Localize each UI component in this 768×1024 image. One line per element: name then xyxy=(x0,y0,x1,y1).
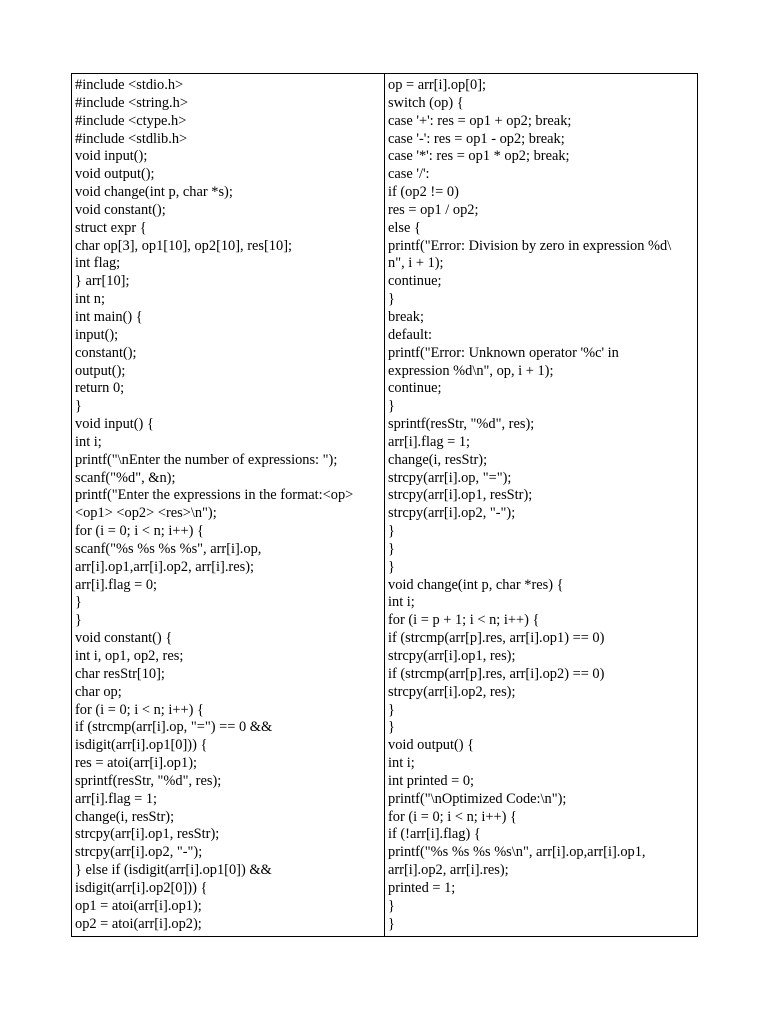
code-line: change(i, resStr); xyxy=(75,808,175,825)
code-line: strcpy(arr[i].op2, "-"); xyxy=(388,505,516,522)
code-line: } xyxy=(75,594,82,611)
code-line: void output(); xyxy=(75,166,155,183)
code-line: for (i = 0; i < n; i++) { xyxy=(75,701,204,718)
code-line: sprintf(resStr, "%d", res); xyxy=(75,772,222,789)
code-line: strcpy(arr[i].op2, "-"); xyxy=(75,844,203,861)
code-line: char op[3], op1[10], op2[10], res[10]; xyxy=(75,237,292,254)
code-line: for (i = p + 1; i < n; i++) { xyxy=(388,612,540,629)
code-line: } xyxy=(75,612,82,629)
code-line: strcpy(arr[i].op1, res); xyxy=(388,648,516,664)
code-line: sprintf(resStr, "%d", res); xyxy=(388,416,535,433)
code-line: op2 = atoi(arr[i].op2); xyxy=(75,915,202,932)
code-line: change(i, resStr); xyxy=(388,451,488,468)
code-line: void input(); xyxy=(75,148,148,165)
code-line: else { xyxy=(388,219,421,236)
code-line: int flag; xyxy=(75,255,121,272)
code-line: int n; xyxy=(75,291,105,308)
code-line: return 0; xyxy=(75,380,125,397)
code-line: } else if (isdigit(arr[i].op1[0]) && xyxy=(75,862,272,879)
code-line: case '+': res = op1 + op2; break; xyxy=(388,112,572,129)
code-line: printf("Error: Division by zero in expression %d\ xyxy=(388,237,672,254)
code-line: scanf("%s %s %s %s", arr[i].op, xyxy=(75,540,262,557)
code-line: } arr[10]; xyxy=(75,273,130,290)
code-line: printf("%s %s %s %s\n", arr[i].op,arr[i].op1, xyxy=(388,844,646,861)
code-line: int i; xyxy=(75,433,102,450)
code-line: case '-': res = op1 - op2; break; xyxy=(388,130,565,147)
code-line: switch (op) { xyxy=(388,94,464,111)
code-line: if (op2 != 0) xyxy=(388,184,459,201)
code-line: void change(int p, char *res) { xyxy=(388,576,564,593)
code-column-right xyxy=(385,74,697,936)
code-line: scanf("%d", &n); xyxy=(75,469,176,486)
code-line: output(); xyxy=(75,362,126,379)
code-line: #include <stdio.h> xyxy=(75,77,184,93)
code-line: case '/': xyxy=(388,166,430,183)
code-line: <op1> <op2> <res>\n"); xyxy=(75,505,217,522)
code-table xyxy=(71,73,698,937)
code-line: op = arr[i].op[0]; xyxy=(388,77,487,93)
code-line: void change(int p, char *s); xyxy=(75,184,233,201)
code-line: strcpy(arr[i].op1, resStr); xyxy=(388,487,533,504)
code-line: } xyxy=(388,558,395,575)
code-line: struct expr { xyxy=(75,219,147,236)
code-line: arr[i].op2, arr[i].res); xyxy=(388,862,509,879)
code-line: continue; xyxy=(388,380,442,397)
code-line: int i, op1, op2, res; xyxy=(75,648,184,664)
code-line: #include <ctype.h> xyxy=(75,112,187,129)
code-line: strcpy(arr[i].op2, res); xyxy=(388,683,516,700)
code-line: } xyxy=(388,719,395,736)
code-line: op1 = atoi(arr[i].op1); xyxy=(75,897,202,914)
code-line: printed = 1; xyxy=(388,879,456,896)
code-line: for (i = 0; i < n; i++) { xyxy=(388,808,517,825)
code-line: case '*': res = op1 * op2; break; xyxy=(388,148,570,165)
code-line: #include <string.h> xyxy=(75,94,188,111)
code-line: if (strcmp(arr[p].res, arr[i].op2) == 0) xyxy=(388,665,605,682)
code-line: printf("Enter the expressions in the format:<op> xyxy=(75,487,354,504)
code-line: char resStr[10]; xyxy=(75,665,165,682)
code-line: input(); xyxy=(75,326,119,343)
code-line: } xyxy=(75,398,82,415)
code-line: void input() { xyxy=(75,416,154,433)
code-line: char op; xyxy=(75,683,122,700)
code-line: #include <stdlib.h> xyxy=(75,130,188,147)
code-line: arr[i].flag = 0; xyxy=(75,576,158,593)
code-line: } xyxy=(388,915,395,932)
code-line: } xyxy=(388,291,395,308)
code-line: arr[i].flag = 1; xyxy=(388,433,471,450)
code-line: res = op1 / op2; xyxy=(388,201,479,218)
code-line: arr[i].op1,arr[i].op2, arr[i].res); xyxy=(75,558,254,575)
code-line: default: xyxy=(388,326,432,343)
code-line: if (strcmp(arr[p].res, arr[i].op1) == 0) xyxy=(388,630,605,647)
code-line: printf("\nOptimized Code:\n"); xyxy=(388,790,567,807)
code-line: printf("\nEnter the number of expressions: "); xyxy=(75,451,338,468)
code-line: } xyxy=(388,540,395,557)
code-line: printf("Error: Unknown operator '%c' in xyxy=(388,344,619,361)
code-line: if (!arr[i].flag) { xyxy=(388,826,481,843)
code-line: void output() { xyxy=(388,737,475,754)
code-line: expression %d\n", op, i + 1); xyxy=(388,362,554,379)
code-line: void constant(); xyxy=(75,201,166,218)
code-line: if (strcmp(arr[i].op, "=") == 0 && xyxy=(75,719,273,736)
code-line: } xyxy=(388,398,395,415)
code-line: int printed = 0; xyxy=(388,772,475,789)
code-line: isdigit(arr[i].op1[0])) { xyxy=(75,737,208,754)
code-line: for (i = 0; i < n; i++) { xyxy=(75,523,204,540)
code-line: isdigit(arr[i].op2[0])) { xyxy=(75,879,208,896)
code-line: } xyxy=(388,523,395,540)
code-line: void constant() { xyxy=(75,630,173,647)
code-line: arr[i].flag = 1; xyxy=(75,790,158,807)
code-line: int i; xyxy=(388,594,415,611)
code-line: int i; xyxy=(388,755,415,772)
code-line: res = atoi(arr[i].op1); xyxy=(75,755,197,772)
code-column-left xyxy=(72,74,385,936)
code-line: } xyxy=(388,897,395,914)
code-line: strcpy(arr[i].op, "="); xyxy=(388,469,512,486)
code-line: strcpy(arr[i].op1, resStr); xyxy=(75,826,220,843)
code-line: break; xyxy=(388,308,424,325)
code-line: } xyxy=(388,701,395,718)
code-line: n", i + 1); xyxy=(388,255,444,272)
code-line: continue; xyxy=(388,273,442,290)
code-line: int main() { xyxy=(75,308,143,325)
code-line: constant(); xyxy=(75,344,137,361)
